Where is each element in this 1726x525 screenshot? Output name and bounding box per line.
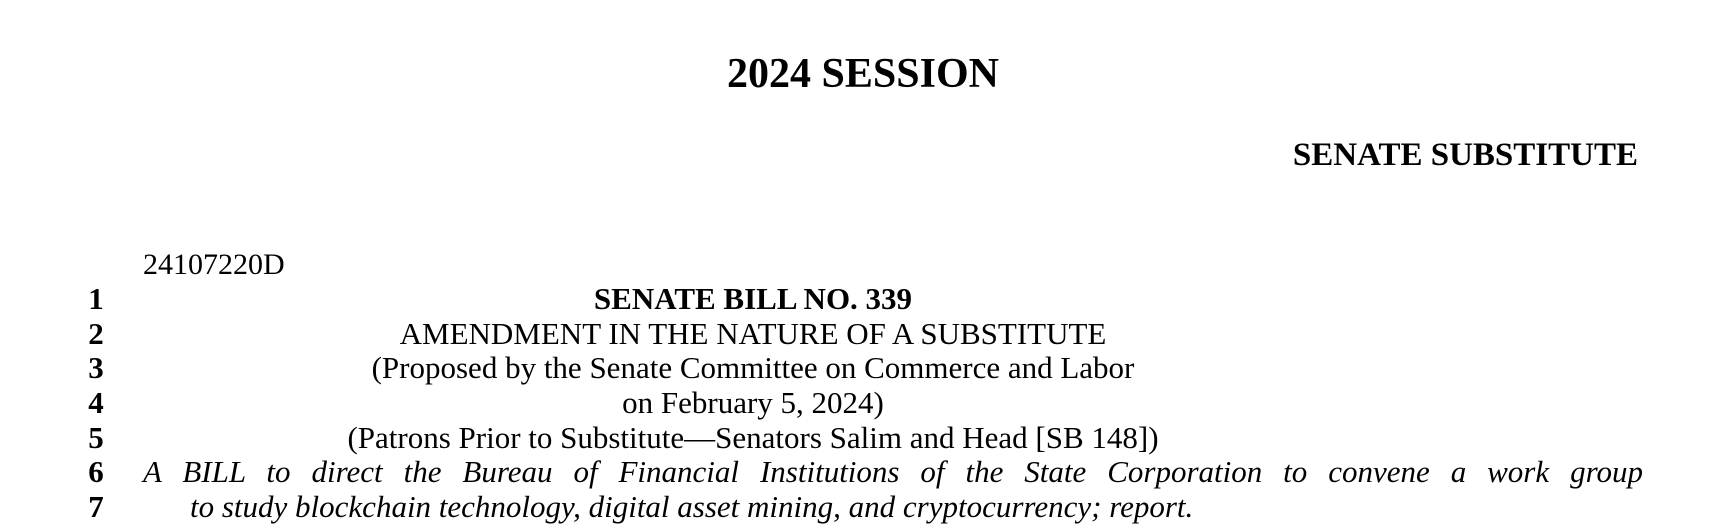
bill-description-line: A BILL to direct the Bureau of Financial Institutions of the State Corporation to convene a work group — [143, 454, 1643, 490]
proposed-by: (Proposed by the Senate Committee on Commerce and Labor — [371, 350, 1135, 386]
line-number: 7 — [88, 489, 104, 525]
line-number: 5 — [88, 419, 104, 455]
line-number: 3 — [88, 350, 104, 386]
document-id: 24107220D — [143, 248, 285, 281]
line-number: 2 — [88, 315, 104, 351]
session-title: 2024 SESSION — [727, 51, 999, 97]
bill-description-line: to study blockchain technology, digital asset mining, and cryptocurrency; report. — [190, 489, 1194, 525]
line-number: 4 — [88, 385, 104, 421]
bill-body — [143, 282, 1643, 525]
line-numbers — [78, 282, 114, 525]
patrons-line: (Patrons Prior to Substitute—Senators Salim and Head [SB 148]) — [347, 419, 1159, 455]
line-number: 6 — [88, 454, 104, 490]
substitute-label: SENATE SUBSTITUTE — [1292, 137, 1638, 173]
bill-title: SENATE BILL NO. 339 — [593, 281, 913, 316]
line-number: 1 — [88, 281, 104, 316]
amendment-heading: AMENDMENT IN THE NATURE OF A SUBSTITUTE — [399, 315, 1107, 351]
proposed-date: on February 5, 2024) — [622, 385, 884, 421]
